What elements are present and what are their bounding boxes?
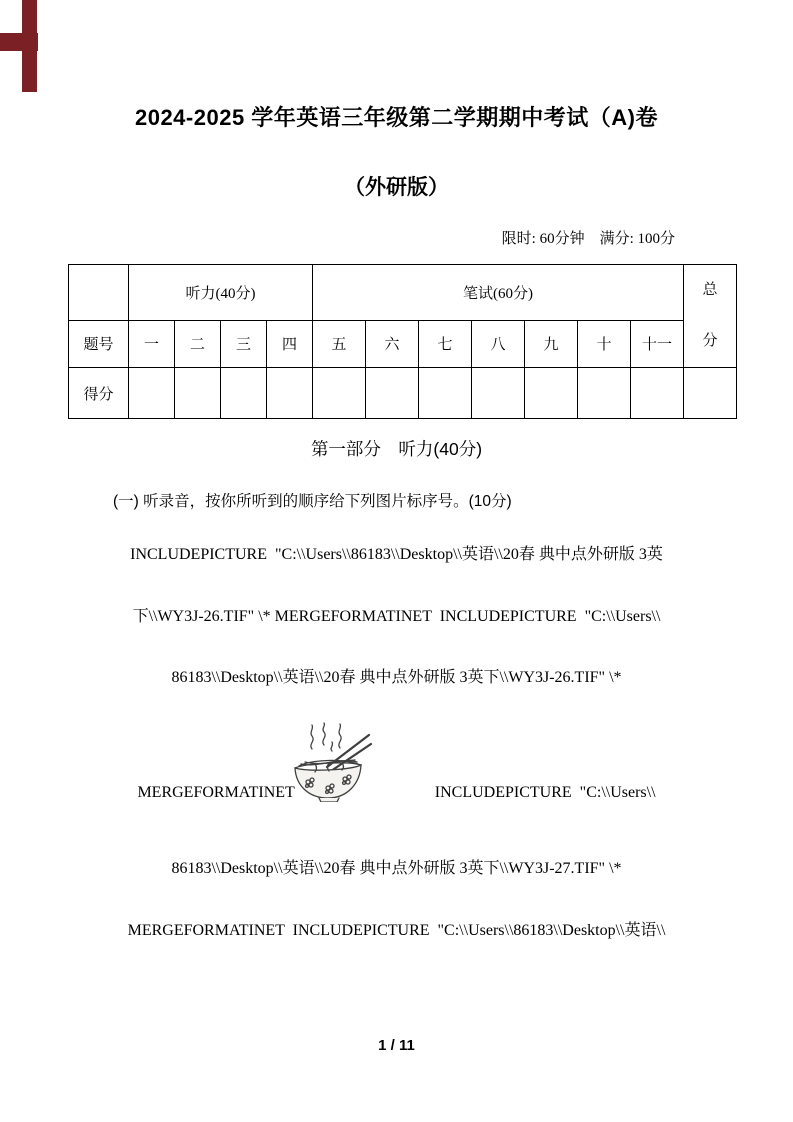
score-cell — [175, 368, 221, 419]
score-cell — [419, 368, 472, 419]
page-number-indicator: 1 / 11 — [378, 1037, 415, 1054]
part-one-heading: 第一部分 听力(40分) — [310, 439, 483, 459]
time-and-score-limits: 限时: 60分钟 满分: 100分 — [501, 231, 675, 247]
score-cell — [525, 368, 578, 419]
total-score-cell — [684, 368, 737, 419]
table-corner-cell — [69, 265, 129, 321]
score-cell — [129, 368, 175, 419]
exam-edition-subtitle: （外研版） — [344, 176, 449, 199]
question-number: 十 — [578, 320, 631, 367]
score-cell — [631, 368, 684, 419]
field-code-line-4 — [0, 720, 793, 802]
field-code-line-6: MERGEFORMATINET INCLUDEPICTURE "C:\\Users\\86183\\Desktop\\英语\\ — [127, 922, 666, 939]
field-code-line-3: 86183\\Desktop\\英语\\20春 典中点外研版 3英下\\WY3J-26.TIF" \* — [171, 669, 622, 686]
field-code-line-4-left: MERGEFORMATINET — [137, 784, 295, 801]
field-code-line-5: 86183\\Desktop\\英语\\20春 典中点外研版 3英下\\WY3J-27.TIF" \* — [171, 860, 622, 877]
question-number: 四 — [267, 320, 313, 367]
question-number: 七 — [419, 320, 472, 367]
question-number: 九 — [525, 320, 578, 367]
question-number: 六 — [366, 320, 419, 367]
field-code-line-2: 下\\WY3J-26.TIF" \* MERGEFORMATINET INCLUDEPICTURE "C:\\Users\\ — [132, 608, 661, 625]
question-number: 五 — [313, 320, 366, 367]
score-summary-table — [68, 264, 737, 419]
score-cell — [366, 368, 419, 419]
question-one-instruction: (一) 听录音，按你所听到的顺序给下列图片标序号。(10分) — [113, 493, 512, 510]
total-score-label: 总分 — [702, 282, 718, 349]
exam-title: 2024-2025 学年英语三年级第二学期期中考试（A)卷 — [134, 105, 659, 130]
noodle-bowl-image — [285, 720, 373, 802]
question-number: 二 — [175, 320, 221, 367]
question-number-row-label: 题号 — [69, 320, 129, 367]
red-binding-marker-horizontal — [0, 33, 38, 51]
question-number: 三 — [221, 320, 267, 367]
score-cell — [313, 368, 366, 419]
score-cell — [578, 368, 631, 419]
total-score-header — [684, 265, 737, 368]
question-number: 一 — [129, 320, 175, 367]
written-section-header: 笔试(60分) — [313, 265, 684, 321]
question-number: 八 — [472, 320, 525, 367]
question-number: 十一 — [631, 320, 684, 367]
score-cell — [472, 368, 525, 419]
score-row-label: 得分 — [69, 368, 129, 419]
score-cell — [267, 368, 313, 419]
listening-section-header: 听力(40分) — [129, 265, 313, 321]
field-code-line-4-right: INCLUDEPICTURE "C:\\Users\\ — [434, 784, 656, 801]
score-cell — [221, 368, 267, 419]
field-code-line-1: INCLUDEPICTURE "C:\\Users\\86183\\Desktop\\英语\\20春 典中点外研版 3英 — [130, 546, 663, 563]
